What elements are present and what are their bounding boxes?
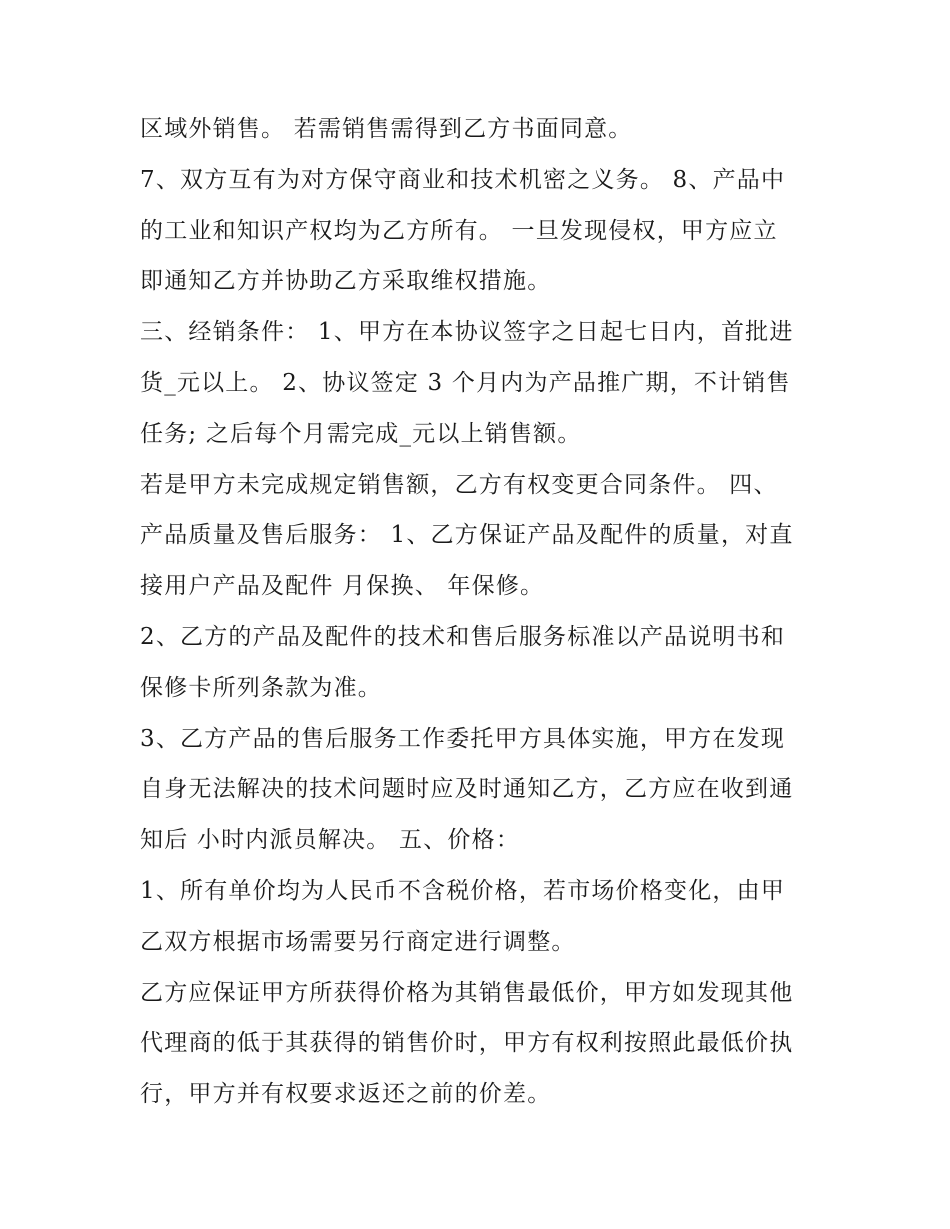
- text-line: 若是甲方未完成规定销售额，乙方有权变更合同条件。 四、: [140, 471, 778, 498]
- text-line: 区域外销售。 若需销售需得到乙方书面同意。: [140, 116, 633, 142]
- contract-text: [140, 104, 830, 1120]
- text-line: 行，甲方并有权要求返还之前的价差。: [140, 1081, 552, 1108]
- text-line: 即通知乙方并协助乙方采取维权措施。: [140, 268, 552, 295]
- text-line: 代理商的低于其获得的销售价时，甲方有权利按照此最低价执: [140, 1030, 794, 1057]
- text-line: 货_元以上。 2、协议签定 3 个月内为产品推广期，不计销售: [140, 369, 791, 396]
- text-line: 1、所有单价均为人民币不含税价格，若市场价格变化，由甲: [140, 877, 786, 904]
- text-line: 自身无法解决的技术问题时应及时通知乙方，乙方应在收到通: [140, 776, 794, 803]
- text-line: 任务; 之后每个月需完成_元以上销售额。: [140, 420, 582, 447]
- text-line: 三、经销条件： 1、甲方在本协议签字之日起七日内，首批进: [140, 319, 794, 346]
- text-line: 3、乙方产品的售后服务工作委托甲方具体实施，甲方在发现: [140, 725, 786, 752]
- text-line: 接用户产品及配件 月保换、 年保修。: [140, 573, 545, 600]
- text-line: 乙方应保证甲方所获得价格为其销售最低价，甲方如发现其他: [140, 979, 794, 1006]
- text-line: 产品质量及售后服务： 1、乙方保证产品及配件的质量，对直: [140, 522, 794, 549]
- text-line: 保修卡所列条款为准。: [140, 674, 382, 701]
- text-line: 知后 小时内派员解决。 五、价格：: [140, 827, 521, 854]
- text-line: 的工业和知识产权均为乙方所有。 一旦发现侵权，甲方应立: [140, 217, 778, 244]
- text-line: 乙双方根据市场需要另行商定进行调整。: [140, 928, 576, 955]
- text-line: 2、乙方的产品及配件的技术和售后服务标准以产品说明书和: [140, 623, 786, 650]
- text-line: 7、双方互有为对方保守商业和技术机密之义务。 8、产品中: [140, 166, 786, 193]
